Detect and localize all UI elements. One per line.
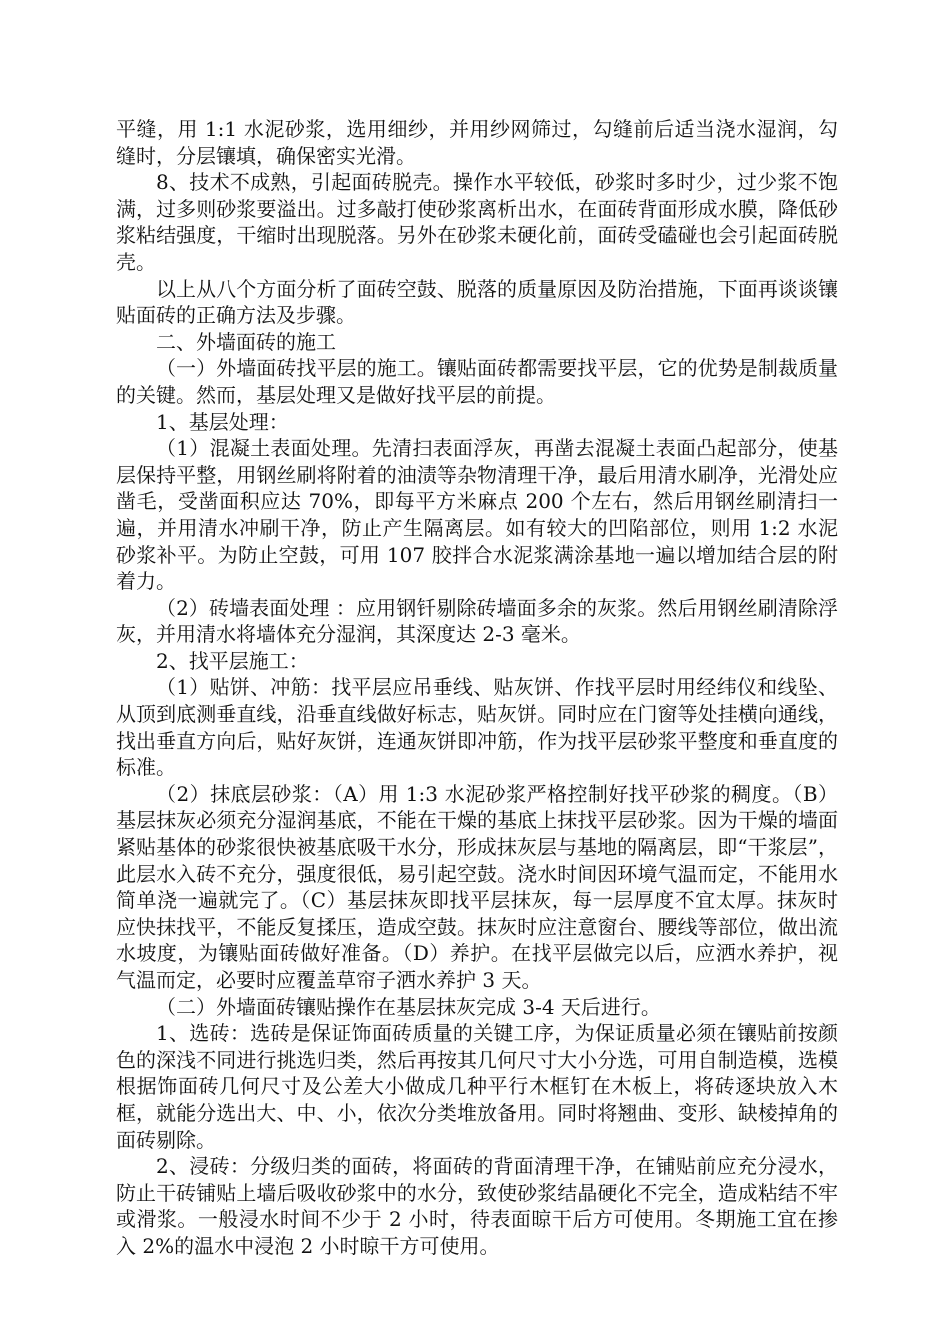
paragraph-concrete-surface: （1）混凝土表面处理。先清扫表面浮灰，再凿去混凝土表面凸起部分，使基层保持平整，用钢丝刷将附着的油渍等杂物清理干净，最后用清水刷净，光滑处应凿毛，受凿面积应达 70%，即每平方米麻点 200 个左右，然后用钢丝刷清扫一遍，并用清水冲刷干净，防止产生隔离层。如有较大的凹陷部位，则用 1:2 水泥砂浆补平。为防止空鼓，可用 107 胶拌合水泥浆满涂基地一遍以增加结合层的附着力。 [116,436,838,594]
paragraph-cake-ribs: （1）贴饼、冲筋：找平层应吊垂线、贴灰饼、作找平层时用经纬仪和线坠、从顶到底测垂直线，沿垂直线做好标志，贴灰饼。同时应在门窗等处挂横向通线，找出垂直方向后，贴好灰饼，连通灰饼即冲筋，作为找平层砂浆平整度和垂直度的标准。 [116,675,838,780]
item-heading-base-treatment: 1、基层处理： [156,409,289,434]
paragraph-soak-tiles: 2、浸砖：分级归类的面砖，将面砖的背面清理干净，在铺贴前应充分浸水，防止干砖铺贴上墙后吸收砂浆中的水分，致使砂浆结晶硬化不完全，造成粘结不牢或滑浆。一般浸水时间不少于 2 小时，待表面晾干后方可使用。冬期施工宜在掺入 2%的温水中浸泡 2 小时晾干方可使用。 [116,1154,838,1258]
paragraph-continuation: 平缝，用 1:1 水泥砂浆，选用细纱，并用纱网筛过，勾缝前后适当浇水湿润，勾缝时，分层镶填，确保密实光滑。 [116,117,838,168]
item-heading-leveling-layer: 2、找平层施工： [156,648,309,673]
paragraph-brick-surface: （2）砖墙表面处理 ：应用钢钎剔除砖墙面多余的灰浆。然后用钢丝刷清除浮灰，并用清水将墙体充分湿润，其深度达 2-3 毫米。 [116,595,838,647]
paragraph-item-8: 8、技术不成熟，引起面砖脱壳。操作水平较低，砂浆时多时少，过少浆不饱满，过多则砂浆要溢出。过多敲打使砂浆离析出水，在面砖背面形成水膜，降低砂浆粘结强度，干缩时出现脱落。另外在砂浆未硬化前，面砖受磕碰也会引起面砖脱壳。 [116,170,838,274]
subsection-heading-1: （一）外墙面砖找平层的施工。镶贴面砖都需要找平层，它的优势是制裁质量的关键。然而，基层处理又是做好找平层的前提。 [116,356,838,407]
subsection-heading-2: （二）外墙面砖镶贴操作在基层抹灰完成 3-4 天后进行。 [156,994,661,1019]
paragraph-base-mortar: （2）抹底层砂浆：（A）用 1:3 水泥砂浆严格控制好找平砂浆的稠度。（B）基层抹灰必须充分湿润基底，不能在干燥的基底上抹找平层砂浆。因为干燥的墙面紧贴基体的砂浆很快被基底吸干水分，形成抹灰层与基地的隔离层，即“干浆层”，此层水入砖不充分，强度很低，易引起空鼓。浇水时间因环境气温而定，不能用水简单浇一遍就完了。（C）基层抹灰即找平层抹灰，每一层厚度不宜太厚。抹灰时应快抹找平，不能反复揉压，造成空鼓。抹灰时应注意窗台、腰线等部位，做出流水坡度，为镶贴面砖做好准备。（D）养护。在找平层做完以后，应洒水养护，视气温而定，必要时应覆盖草帘子洒水养护 3 天。 [116,781,838,992]
document-body [116,116,838,1260]
section-heading-2: 二、外墙面砖的施工 [156,329,336,354]
paragraph-summary: 以上从八个方面分析了面砖空鼓、脱落的质量原因及防治措施，下面再谈谈镶贴面砖的正确方法及步骤。 [116,276,838,328]
paragraph-select-tiles: 1、选砖：选砖是保证饰面砖质量的关键工序，为保证质量必须在镶贴前按颜色的深浅不同进行挑选归类，然后再按其几何尺寸大小分选，可用自制造模，选模根据饰面砖几何尺寸及公差大小做成几种平行木框钉在木板上，将砖逐块放入木框，就能分选出大、中、小，依次分类堆放备用。同时将翘曲、变形、缺棱掉角的面砖剔除。 [116,1021,838,1152]
